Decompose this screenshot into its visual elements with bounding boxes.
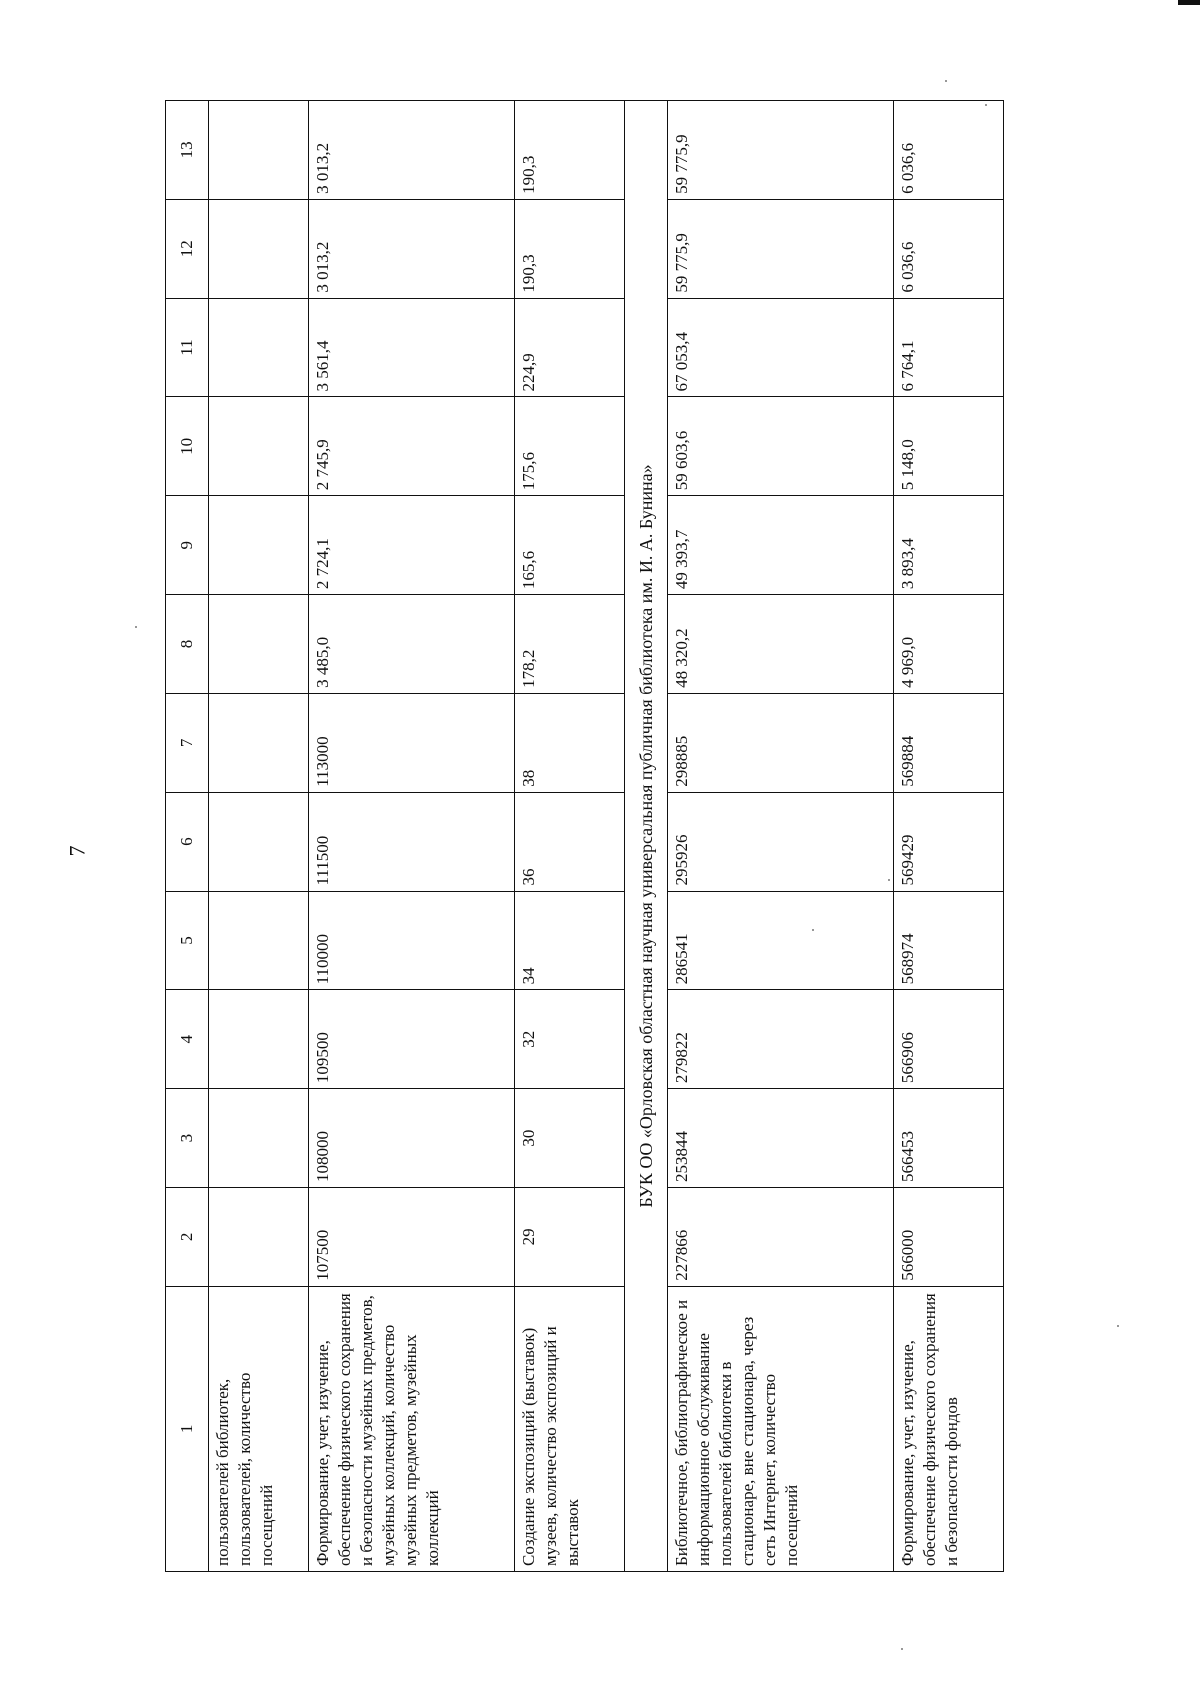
page-number: 7 [64, 845, 90, 857]
column-header: 11 [166, 298, 209, 397]
column-header: 2 [166, 1187, 209, 1286]
table-cell [209, 990, 309, 1089]
scan-speck [985, 104, 987, 106]
table-cell: 3 561,4 [309, 298, 515, 397]
table-cell [209, 1089, 309, 1188]
scan-speck [135, 626, 137, 628]
table-cell: 49 393,7 [668, 496, 894, 595]
table-cell: 30 [515, 1089, 625, 1188]
table-cell: 32 [515, 990, 625, 1089]
table-cell [209, 1187, 309, 1286]
table-cell: 3 013,2 [309, 101, 515, 200]
table-cell: 113000 [309, 693, 515, 792]
table-cell [209, 397, 309, 496]
table-cell: 29 [515, 1187, 625, 1286]
table-cell: 224,9 [515, 298, 625, 397]
table-cell: 175,6 [515, 397, 625, 496]
table-cell: 253844 [668, 1089, 894, 1188]
table-cell: 110000 [309, 891, 515, 990]
column-header: 12 [166, 199, 209, 298]
table-row [515, 101, 625, 1572]
row-label: Создание экспозиций (выставок) музеев, количество экспозиций и выставок [515, 1286, 625, 1571]
table-cell: 2 724,1 [309, 496, 515, 595]
column-header: 10 [166, 397, 209, 496]
table-cell: 38 [515, 693, 625, 792]
table-row [668, 101, 894, 1572]
table-cell: 227866 [668, 1187, 894, 1286]
table-cell: 298885 [668, 693, 894, 792]
table-cell: 165,6 [515, 496, 625, 595]
row-label: Формирование, учет, изучение, обеспечение физического сохранения и безопасности музейных предметов, музейных коллекций, количество музейных предметов, музейных коллекций [309, 1286, 515, 1571]
table-cell: 3 485,0 [309, 595, 515, 694]
table-cell [209, 101, 309, 200]
section-title: БУК ОО «Орловская областная научная универсальная публичная библиотека им. И. А. Бунина» [625, 101, 668, 1572]
table-cell: 5 148,0 [894, 397, 1004, 496]
table-container [165, 100, 1095, 1572]
row-label: Формирование, учет, изучение, обеспечение физического сохранения и безопасности фондов [894, 1286, 1004, 1571]
row-label: Библиотечное, библиографическое и информационное обслуживание пользователей библиотеки в стационаре, вне стационара, через сеть Интернет, количество посещений [668, 1286, 894, 1571]
table-cell [209, 693, 309, 792]
section-title-row [625, 101, 668, 1572]
column-header: 3 [166, 1089, 209, 1188]
table-cell: 59 775,9 [668, 199, 894, 298]
table-cell: 34 [515, 891, 625, 990]
table-cell: 569429 [894, 792, 1004, 891]
table-cell: 6 036,6 [894, 101, 1004, 200]
table-cell [209, 199, 309, 298]
table-cell: 108000 [309, 1089, 515, 1188]
table-cell [209, 496, 309, 595]
table-cell: 286541 [668, 891, 894, 990]
scan-speck [812, 929, 814, 931]
table-cell: 59 775,9 [668, 101, 894, 200]
row-label: пользователей библиотек, пользователей, количество посещений [209, 1286, 309, 1571]
table-cell: 111500 [309, 792, 515, 891]
table-cell: 190,3 [515, 199, 625, 298]
table-cell: 569884 [894, 693, 1004, 792]
table-cell: 568974 [894, 891, 1004, 990]
scan-speck [888, 879, 890, 881]
table-cell: 67 053,4 [668, 298, 894, 397]
table-cell: 4 969,0 [894, 595, 1004, 694]
table-header-row [166, 101, 209, 1572]
table-cell: 279822 [668, 990, 894, 1089]
table-cell: 3 893,4 [894, 496, 1004, 595]
table-cell [209, 298, 309, 397]
table-cell [209, 595, 309, 694]
column-header: 6 [166, 792, 209, 891]
table-row [309, 101, 515, 1572]
column-header: 5 [166, 891, 209, 990]
column-header: 9 [166, 496, 209, 595]
table-cell [209, 891, 309, 990]
table-cell: 6 764,1 [894, 298, 1004, 397]
table-cell: 6 036,6 [894, 199, 1004, 298]
table-cell: 36 [515, 792, 625, 891]
column-header: 1 [166, 1286, 209, 1571]
table-row [209, 101, 309, 1572]
column-header: 13 [166, 101, 209, 200]
table-cell: 2 745,9 [309, 397, 515, 496]
table-cell: 109500 [309, 990, 515, 1089]
table-cell: 178,2 [515, 595, 625, 694]
table-row [894, 101, 1004, 1572]
scan-speck [1117, 1325, 1119, 1327]
table-cell: 566906 [894, 990, 1004, 1089]
data-table [165, 100, 1004, 1572]
table-cell [209, 792, 309, 891]
table-cell: 107500 [309, 1187, 515, 1286]
scan-speck [901, 1648, 903, 1650]
table-cell: 295926 [668, 792, 894, 891]
scan-speck [945, 80, 947, 82]
column-header: 8 [166, 595, 209, 694]
table-cell: 190,3 [515, 101, 625, 200]
table-cell: 566453 [894, 1089, 1004, 1188]
table-cell: 566000 [894, 1187, 1004, 1286]
table-cell: 3 013,2 [309, 199, 515, 298]
column-header: 4 [166, 990, 209, 1089]
table-cell: 59 603,6 [668, 397, 894, 496]
column-header: 7 [166, 693, 209, 792]
table-cell: 48 320,2 [668, 595, 894, 694]
corner-mark [1178, 0, 1200, 5]
